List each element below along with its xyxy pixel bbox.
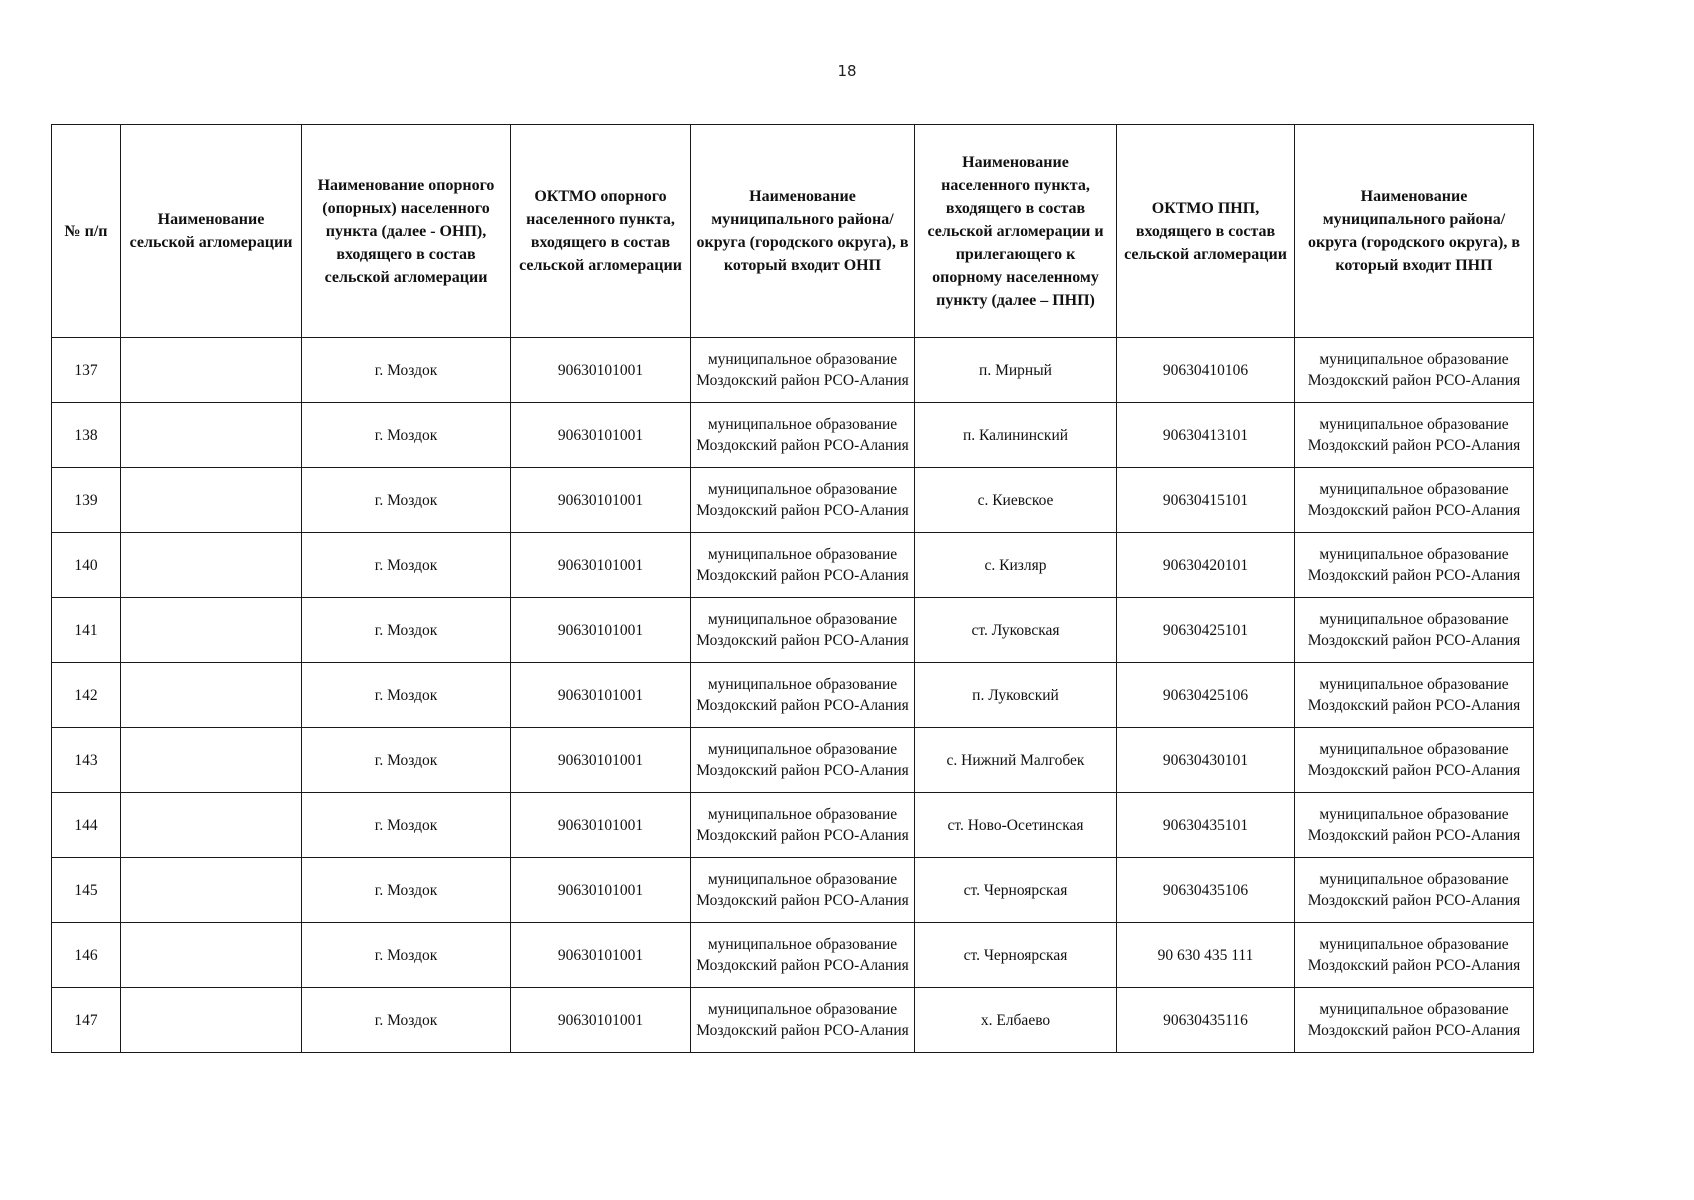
cell-pnp-oktmo: 90630425106 [1117, 663, 1295, 728]
page-number: 18 [837, 62, 857, 80]
cell-pnp-oktmo: 90630413101 [1117, 403, 1295, 468]
cell-pnp-name: п. Луковский [915, 663, 1117, 728]
header-pnp-district: Наименование муниципального района/округа (городского округа), в который входит ПНП [1295, 125, 1534, 338]
cell-onp-oktmo: 90630101001 [511, 988, 691, 1053]
table-row [52, 858, 1534, 923]
cell-pnp-name: ст. Черноярская [915, 923, 1117, 988]
cell-onp-name: г. Моздок [302, 663, 511, 728]
cell-pnp-oktmo: 90 630 435 111 [1117, 923, 1295, 988]
cell-num: 145 [52, 858, 121, 923]
cell-onp-oktmo: 90630101001 [511, 663, 691, 728]
table-row [52, 793, 1534, 858]
header-row [52, 125, 1534, 338]
table-row [52, 923, 1534, 988]
cell-onp-oktmo: 90630101001 [511, 793, 691, 858]
table-body [52, 338, 1534, 1053]
cell-onp-district: муниципальное образование Моздокский район РСО-Алания [691, 663, 915, 728]
header-onp-district: Наименование муниципального района/округа (городского округа), в который входит ОНП [691, 125, 915, 338]
cell-pnp-oktmo: 90630425101 [1117, 598, 1295, 663]
cell-onp-name: г. Моздок [302, 468, 511, 533]
cell-onp-district: муниципальное образование Моздокский район РСО-Алания [691, 403, 915, 468]
table-row [52, 338, 1534, 403]
cell-pnp-oktmo: 90630435116 [1117, 988, 1295, 1053]
table-row [52, 728, 1534, 793]
cell-pnp-district: муниципальное образование Моздокский район РСО-Алания [1295, 403, 1534, 468]
table-row [52, 468, 1534, 533]
cell-onp-district: муниципальное образование Моздокский район РСО-Алания [691, 338, 915, 403]
cell-pnp-district: муниципальное образование Моздокский район РСО-Алания [1295, 988, 1534, 1053]
cell-pnp-oktmo: 90630415101 [1117, 468, 1295, 533]
cell-pnp-district: муниципальное образование Моздокский район РСО-Алания [1295, 533, 1534, 598]
cell-pnp-name: с. Нижний Малгобек [915, 728, 1117, 793]
cell-onp-district: муниципальное образование Моздокский район РСО-Алания [691, 858, 915, 923]
table-row [52, 403, 1534, 468]
table-row [52, 988, 1534, 1053]
cell-onp-name: г. Моздок [302, 338, 511, 403]
header-onp-name: Наименование опорного (опорных) населенного пункта (далее - ОНП), входящего в состав сельской агломерации [302, 125, 511, 338]
header-agglomeration: Наименование сельской агломерации [121, 125, 302, 338]
cell-onp-oktmo: 90630101001 [511, 923, 691, 988]
cell-onp-oktmo: 90630101001 [511, 338, 691, 403]
cell-pnp-district: муниципальное образование Моздокский район РСО-Алания [1295, 338, 1534, 403]
cell-num: 146 [52, 923, 121, 988]
cell-agglomeration [121, 403, 302, 468]
cell-onp-name: г. Моздок [302, 728, 511, 793]
cell-pnp-name: п. Калининский [915, 403, 1117, 468]
cell-onp-name: г. Моздок [302, 793, 511, 858]
header-pnp-name: Наименование населенного пункта, входящего в состав сельской агломерации и прилегающего к опорному населенному пункту (далее – ПНП) [915, 125, 1117, 338]
cell-agglomeration [121, 858, 302, 923]
cell-onp-district: муниципальное образование Моздокский район РСО-Алания [691, 468, 915, 533]
cell-onp-oktmo: 90630101001 [511, 598, 691, 663]
cell-onp-district: муниципальное образование Моздокский район РСО-Алания [691, 988, 915, 1053]
cell-onp-name: г. Моздок [302, 858, 511, 923]
cell-agglomeration [121, 533, 302, 598]
cell-pnp-name: ст. Черноярская [915, 858, 1117, 923]
cell-agglomeration [121, 923, 302, 988]
cell-onp-district: муниципальное образование Моздокский район РСО-Алания [691, 533, 915, 598]
cell-agglomeration [121, 793, 302, 858]
cell-agglomeration [121, 988, 302, 1053]
cell-num: 144 [52, 793, 121, 858]
cell-pnp-name: ст. Луковская [915, 598, 1117, 663]
cell-onp-name: г. Моздок [302, 988, 511, 1053]
cell-pnp-district: муниципальное образование Моздокский район РСО-Алания [1295, 793, 1534, 858]
cell-onp-district: муниципальное образование Моздокский район РСО-Алания [691, 923, 915, 988]
cell-onp-oktmo: 90630101001 [511, 468, 691, 533]
cell-agglomeration [121, 468, 302, 533]
table-header [52, 125, 1534, 338]
cell-pnp-oktmo: 90630435101 [1117, 793, 1295, 858]
table-row [52, 533, 1534, 598]
cell-pnp-name: с. Кизляр [915, 533, 1117, 598]
cell-onp-oktmo: 90630101001 [511, 403, 691, 468]
cell-onp-district: муниципальное образование Моздокский район РСО-Алания [691, 598, 915, 663]
cell-onp-oktmo: 90630101001 [511, 728, 691, 793]
agglomeration-table [51, 124, 1534, 1053]
cell-num: 138 [52, 403, 121, 468]
cell-pnp-district: муниципальное образование Моздокский район РСО-Алания [1295, 468, 1534, 533]
cell-agglomeration [121, 728, 302, 793]
cell-onp-district: муниципальное образование Моздокский район РСО-Алания [691, 793, 915, 858]
cell-pnp-district: муниципальное образование Моздокский район РСО-Алания [1295, 923, 1534, 988]
cell-onp-oktmo: 90630101001 [511, 858, 691, 923]
cell-pnp-district: муниципальное образование Моздокский район РСО-Алания [1295, 663, 1534, 728]
cell-pnp-oktmo: 90630420101 [1117, 533, 1295, 598]
header-pnp-oktmo: ОКТМО ПНП, входящего в состав сельской агломерации [1117, 125, 1295, 338]
header-onp-oktmo: ОКТМО опорного населенного пункта, входящего в состав сельской агломерации [511, 125, 691, 338]
cell-pnp-name: с. Киевское [915, 468, 1117, 533]
cell-num: 147 [52, 988, 121, 1053]
cell-num: 139 [52, 468, 121, 533]
cell-pnp-name: х. Елбаево [915, 988, 1117, 1053]
cell-agglomeration [121, 598, 302, 663]
cell-num: 140 [52, 533, 121, 598]
cell-onp-name: г. Моздок [302, 403, 511, 468]
cell-num: 141 [52, 598, 121, 663]
cell-num: 137 [52, 338, 121, 403]
cell-onp-name: г. Моздок [302, 598, 511, 663]
table-row [52, 663, 1534, 728]
cell-pnp-name: п. Мирный [915, 338, 1117, 403]
cell-pnp-district: муниципальное образование Моздокский район РСО-Алания [1295, 858, 1534, 923]
cell-pnp-district: муниципальное образование Моздокский район РСО-Алания [1295, 728, 1534, 793]
cell-agglomeration [121, 663, 302, 728]
cell-num: 142 [52, 663, 121, 728]
cell-pnp-oktmo: 90630435106 [1117, 858, 1295, 923]
cell-agglomeration [121, 338, 302, 403]
cell-pnp-name: ст. Ново-Осетинская [915, 793, 1117, 858]
header-num: № п/п [52, 125, 121, 338]
cell-onp-name: г. Моздок [302, 923, 511, 988]
cell-pnp-oktmo: 90630410106 [1117, 338, 1295, 403]
cell-onp-name: г. Моздок [302, 533, 511, 598]
cell-onp-oktmo: 90630101001 [511, 533, 691, 598]
table-row [52, 598, 1534, 663]
cell-onp-district: муниципальное образование Моздокский район РСО-Алания [691, 728, 915, 793]
cell-num: 143 [52, 728, 121, 793]
cell-pnp-district: муниципальное образование Моздокский район РСО-Алания [1295, 598, 1534, 663]
cell-pnp-oktmo: 90630430101 [1117, 728, 1295, 793]
